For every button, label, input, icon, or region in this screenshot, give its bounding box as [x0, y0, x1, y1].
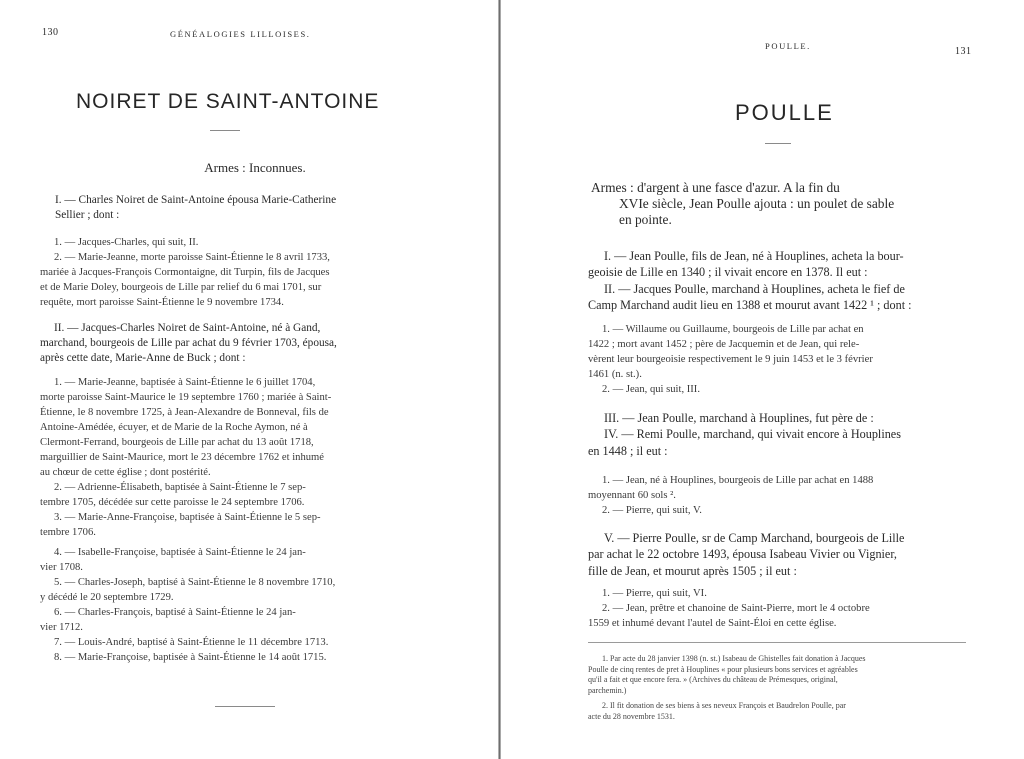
- text-line: II. — Jacques-Charles Noiret de Saint-Antoine, né à Gand,: [54, 322, 321, 334]
- text-line: morte paroisse Saint-Maurice le 19 septembre 1760 ; mariée à Saint-: [40, 392, 332, 403]
- left-page: [0, 0, 496, 759]
- text-line: vèrent leur bourgeoisie respectivement le 9 juin 1453 et le 3 février: [588, 354, 873, 365]
- text-line: 4. — Isabelle-Françoise, baptisée à Saint-Étienne le 24 jan-: [54, 547, 306, 558]
- text-line: 2. — Jean, prêtre et chanoine de Saint-Pierre, mort le 4 octobre: [602, 603, 870, 614]
- paragraph-i-left: [55, 193, 411, 223]
- text-line: mariée à Jacques-François Cormontaigne, dit Turpin, fils de Jacques: [40, 267, 330, 278]
- text-line: marguillier de Saint-Maurice, mort le 23 décembre 1762 et inhumé: [40, 452, 324, 463]
- text-line: requête, mort paroisse Saint-Étienne le 9 novembre 1734.: [40, 297, 284, 308]
- text-line: Armes : d'argent à une fasce d'azur. A la fin du: [591, 180, 840, 195]
- title-rule-left: [210, 130, 240, 131]
- text-line: 1. — Jacques-Charles, qui suit, II.: [54, 237, 199, 248]
- text-line: après cette date, Marie-Anne de Buck ; dont :: [40, 352, 246, 364]
- text-line: vier 1708.: [40, 562, 83, 573]
- text-line: Camp Marchand audit lieu en 1388 et mourut avant 1422 ¹ ; dont :: [588, 298, 912, 313]
- children-list-i-left: [40, 235, 412, 310]
- children-list-iv-right: [588, 473, 966, 518]
- footnote-rule: [588, 642, 966, 643]
- text-line: 2. — Marie-Jeanne, morte paroisse Saint-Étienne le 8 avril 1733,: [54, 252, 330, 263]
- armes-left: Armes : Inconnues.: [204, 160, 306, 175]
- text-line: XVIe siècle, Jean Poulle ajouta : un poulet de sable: [619, 196, 895, 211]
- text-line: 7. — Louis-André, baptisé à Saint-Étienne le 11 décembre 1713.: [54, 637, 329, 648]
- text-line: geoisie de Lille en 1340 ; il vivait encore en 1378. Il eut :: [588, 265, 868, 280]
- footnote-line: Poulle de cinq rentes de pret à Houplines « pour plusieurs bons services et agréables: [588, 664, 858, 674]
- children-list-ii-left-cont: [40, 545, 412, 665]
- book-gutter: [498, 0, 501, 759]
- text-line: et de Marie Doley, bourgeois de Lille par relief du 6 mai 1701, sur: [40, 282, 322, 293]
- children-list-v-right: [588, 586, 966, 631]
- title-rule-right: [765, 143, 791, 144]
- text-line: 2. — Adrienne-Élisabeth, baptisée à Saint-Étienne le 7 sep-: [54, 482, 306, 493]
- right-page: [503, 0, 1024, 759]
- page-title-left: NOIRET DE SAINT-ANTOINE: [76, 90, 380, 113]
- text-line: Antoine-Amédée, écuyer, et de Marie de la Roche Aymon, né à: [40, 422, 308, 433]
- text-line: I. — Charles Noiret de Saint-Antoine épousa Marie-Catherine: [55, 194, 337, 206]
- text-line: 1559 et inhumé devant l'autel de Saint-Éloi en cette église.: [588, 618, 837, 629]
- running-head-right: POULLE.: [765, 41, 811, 51]
- text-line: 1. — Jean, né à Houplines, bourgeois de Lille par achat en 1488: [602, 475, 874, 486]
- text-line: 3. — Marie-Anne-Françoise, baptisée à Saint-Étienne le 5 sep-: [54, 512, 321, 523]
- footnotes: [588, 654, 966, 722]
- page-number-right: 131: [955, 46, 972, 57]
- text-line: I. — Jean Poulle, fils de Jean, né à Houplines, acheta la bour-: [604, 249, 904, 263]
- text-line: au chœur de cette église ; dont postérité.: [40, 467, 211, 478]
- text-line: 1461 (n. st.).: [588, 369, 642, 380]
- text-line: en pointe.: [619, 212, 672, 227]
- text-line: II. — Jacques Poulle, marchand à Houplines, acheta le fief de: [604, 281, 905, 296]
- children-list-ii-right: [588, 322, 966, 397]
- text-line: 2. — Jean, qui suit, III.: [602, 384, 700, 395]
- text-line: marchand, bourgeois de Lille par achat du 9 février 1703, épousa,: [40, 337, 337, 349]
- text-line: y décédé le 20 septembre 1729.: [40, 592, 174, 603]
- text-line: 1. — Pierre, qui suit, VI.: [602, 588, 707, 599]
- footnote-line: 1. Par acte du 28 janvier 1398 (n. st.) Isabeau de Ghistelles fait donation à Jacques: [602, 654, 866, 663]
- text-line: III. — Jean Poulle, marchand à Houplines, fut père de :: [604, 411, 874, 425]
- text-line: en 1448 ; il eut :: [588, 443, 668, 458]
- end-rule-left: [215, 706, 275, 707]
- text-line: moyennant 60 sols ².: [588, 490, 676, 501]
- text-line: IV. — Remi Poulle, marchand, qui vivait encore à Houplines: [604, 427, 901, 442]
- text-line: Étienne, le 8 novembre 1725, à Jean-Alexandre de Bonneval, fils de: [40, 407, 329, 418]
- running-head-left: GÉNÉALOGIES LILLOISES.: [170, 29, 311, 39]
- text-line: par achat le 22 octobre 1493, épousa Isabeau Vivier ou Vignier,: [588, 547, 897, 562]
- footnote-line: acte du 28 novembre 1531.: [588, 711, 675, 721]
- paragraph-ii-left: [40, 321, 412, 366]
- paragraph-iii-iv-right: [588, 410, 966, 459]
- text-line: Sellier ; dont :: [55, 209, 120, 221]
- footnote-line: parchemin.): [588, 685, 627, 695]
- text-line: fille de Jean, et mourut après 1505 ; il eut :: [588, 563, 797, 578]
- footnote-line: 2. Il fit donation de ses biens à ses neveux François et Baudrelon Poulle, par: [602, 701, 846, 710]
- children-list-ii-left: [40, 375, 412, 540]
- text-line: V. — Pierre Poulle, sr de Camp Marchand, bourgeois de Lille: [604, 531, 905, 545]
- paragraph-i-ii-right: [588, 248, 966, 314]
- text-line: vier 1712.: [40, 622, 83, 633]
- text-line: 6. — Charles-François, baptisé à Saint-Étienne le 24 jan-: [54, 607, 296, 618]
- page-number-left: 130: [42, 27, 59, 38]
- text-line: Clermont-Ferrand, bourgeois de Lille par achat du 13 août 1718,: [40, 437, 314, 448]
- footnote-line: qu'il a fait et que encore fera. » (Archives du château de Prémesques, original,: [588, 675, 838, 684]
- text-line: tembre 1706.: [40, 527, 96, 538]
- text-line: 1. — Marie-Jeanne, baptisée à Saint-Étienne le 6 juillet 1704,: [54, 377, 316, 388]
- text-line: 1422 ; mort avant 1452 ; père de Jacquemin et de Jean, qui rele-: [588, 339, 860, 350]
- page-title-right: POULLE: [735, 100, 834, 125]
- text-line: 5. — Charles-Joseph, baptisé à Saint-Étienne le 8 novembre 1710,: [54, 577, 336, 588]
- text-line: 8. — Marie-Françoise, baptisée à Saint-Étienne le 14 août 1715.: [54, 652, 327, 663]
- armes-right: [591, 180, 963, 228]
- paragraph-v-right: [588, 530, 966, 579]
- text-line: 2. — Pierre, qui suit, V.: [602, 505, 702, 516]
- text-line: 1. — Willaume ou Guillaume, bourgeois de Lille par achat en: [602, 324, 864, 335]
- text-line: tembre 1705, décédée sur cette paroisse le 24 septembre 1706.: [40, 497, 305, 508]
